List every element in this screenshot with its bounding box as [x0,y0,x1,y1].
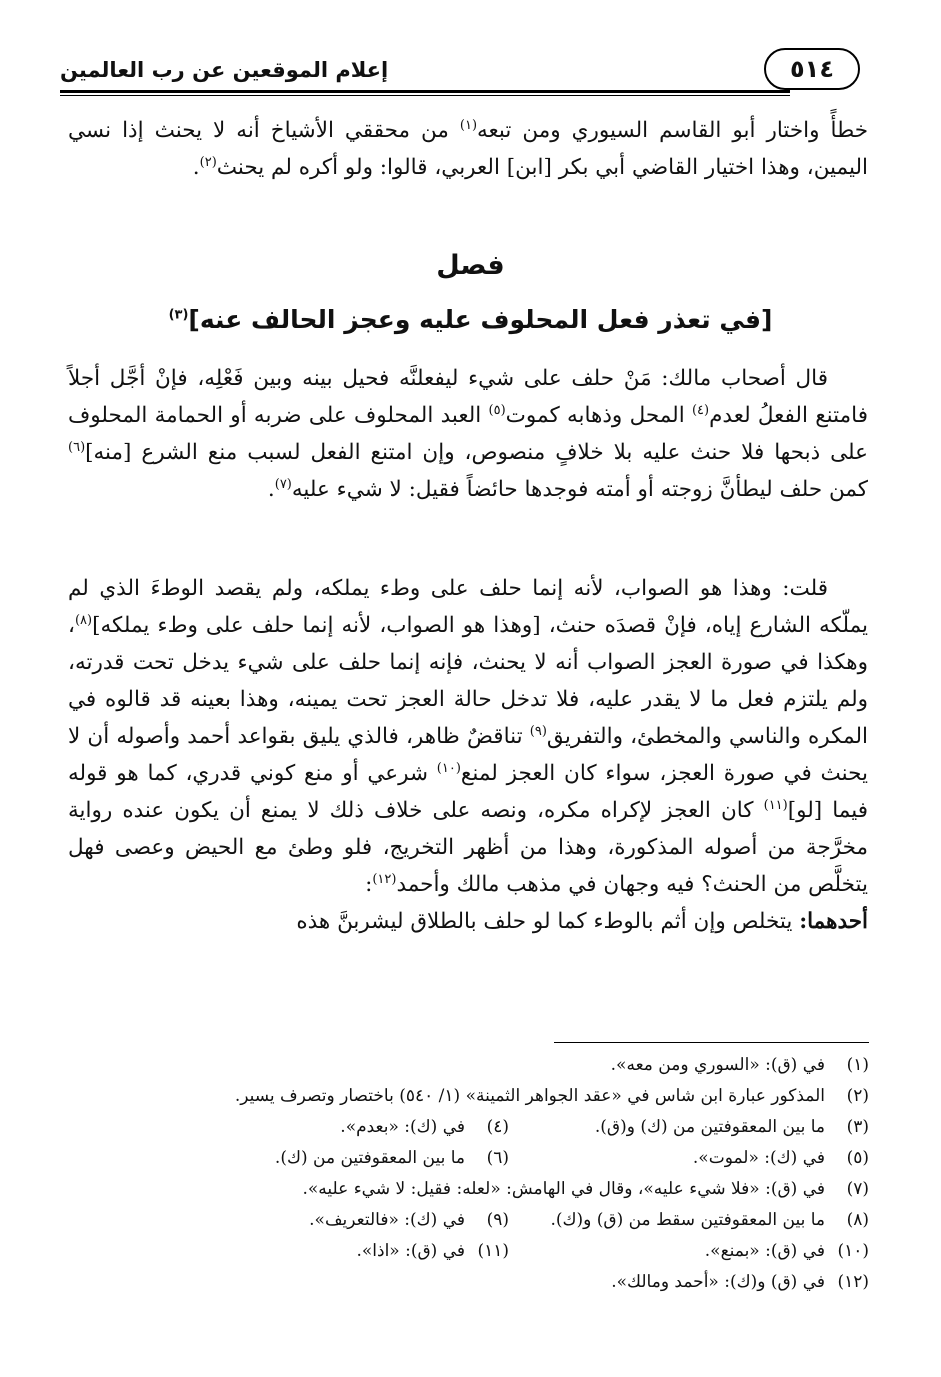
footnote-row [69,1174,869,1205]
footnote-number: (١) [846,1055,869,1075]
footnote-ref: (٥) [488,402,506,418]
footnote-cell [509,1112,869,1143]
section-subtitle [0,305,941,334]
section-subtitle-text: [في تعذر فعل المحلوف عليه وعجز الحالف عنه] [188,305,773,334]
paragraph-text: : [365,872,373,897]
footnote-cell [340,1112,509,1143]
footnote-text: في (ك): «فالتعريف». [309,1210,465,1230]
footnote-row [69,1205,869,1236]
header-rule-thin [60,95,790,96]
footnote-cell [509,1236,869,1267]
paragraph-3 [68,570,868,940]
footnote-ref: (٢) [199,154,217,170]
footnote-ref: (٧) [274,476,292,492]
footnote-ref: (٣) [168,307,189,323]
footnote-row [69,1236,869,1267]
page-number: ٥١٤ [764,48,860,90]
footnote-text: في (ق): «فلا شيء عليه»، وقال في الهامش: «لعله: فقيل: لا شيء عليه». [302,1179,825,1199]
paragraph-text: تناقضٌ ظاهر، فالذي يليق بقواعد أحمد وأصوله أن لا يحنث في صورة العجز، سواء كان العجز لمنع [68,724,868,786]
paragraph-text: العبد المحلوف على ضربه أو الحمامة المحلوف على ذبحها فلا حنث عليه بلا خلافٍ منصوص، وإن امتنع الفعل لسبب منع الشرع [منه] [68,403,868,465]
page-header [60,30,870,100]
lead-word: أحدهما: [799,909,868,934]
footnote-ref: (١٢) [372,871,397,887]
paragraph-text: . [267,477,275,502]
footnote-ref: (١١) [763,797,788,813]
footnote-row [69,1143,869,1174]
paragraph-2 [68,360,868,508]
paragraph-text: شرعي أو منع كوني قدري، كما هو قوله فيما [لو] [68,761,868,823]
footnote-cell [309,1205,509,1236]
footnotes [69,1050,869,1298]
footnote-cell [356,1236,509,1267]
footnote-number: (١١) [477,1241,509,1261]
footnote-cell [275,1143,509,1174]
footnote-number: (٧) [846,1179,869,1199]
header-rule [60,90,790,93]
footnote-cell [509,1205,869,1236]
footnote-ref: (٩) [529,723,547,739]
footnote-ref: (١) [459,117,478,133]
footnote-number: (٩) [486,1210,509,1230]
paragraph-1 [68,112,868,186]
footnote-ref: (٦) [68,439,86,455]
paragraph-text: خطأً واختار أبو القاسم السيوري ومن تبعه [477,118,868,143]
footnote-text: في (ق) و(ك): «أحمد ومالك». [611,1272,825,1292]
footnote-text: ما بين المعقوفتين من (ك). [274,1148,465,1168]
book-title: إعلام الموقعين عن رب العالمين [60,58,389,82]
footnote-row [69,1267,869,1298]
footnote-number: (٨) [846,1210,869,1230]
footnote-text: في (ك): «لموت». [692,1148,825,1168]
footnote-number: (٥) [846,1148,869,1168]
footnote-number: (٣) [846,1117,869,1137]
footnote-row [69,1081,869,1112]
footnote-text: ما بين المعقوفتين من (ك) و(ق). [594,1117,825,1137]
paragraph-text: ، وهكذا في صورة العجز الصواب أنه لا يحنث، فإنه إنما حلف على شيء يدخل تحت قدرته، ولم يلتزم فعل ما لا يقدر عليه، فلا تدخل حالة العجز تحت يمينه، وهذا بعينه قد قالوه في المكره والناسي والمخطئ، والتفريق [68,613,868,749]
footnote-ref: (١٠) [436,760,461,776]
paragraph-text: المحل وذهابه كموت [505,403,692,428]
footnote-text: في (ق): «اذا». [356,1241,465,1261]
section-title: فصل [436,250,505,281]
footnote-text: في (ق): «بمنع». [704,1241,825,1261]
footnote-number: (١٠) [837,1241,869,1261]
footnote-number: (٢) [846,1086,869,1106]
footnote-text: المذكور عبارة ابن شاس في «عقد الجواهر الثمينة» (١/ ٥٤٠) باختصار وتصرف يسير. [234,1086,825,1106]
footnote-text: ما بين المعقوفتين سقط من (ق) و(ك). [550,1210,825,1230]
footnote-row [69,1050,869,1081]
footnote-row [69,1112,869,1143]
paragraph-text: كمن حلف ليطأنَّ زوجته أو أمته فوجدها حائضاً فقيل: لا شيء عليه [291,477,868,502]
footnote-number: (٤) [486,1117,509,1137]
paragraph-text: قال أصحاب مالك: مَنْ حلف على شيء ليفعلنَّه فحيل بينه وبين فَعْلِه، فإنْ أجَّل أجلاً فامتنع الفعلُ لعدم [68,366,868,428]
paragraph-text: يتخلص وإن أثم بالوطء كما لو حلف بالطلاق ليشربنَّ هذه [296,909,800,934]
footnote-text: في (ك): «بعدم». [340,1117,465,1137]
footnote-number: (٦) [486,1148,509,1168]
paragraph-text: كان العجز لإكراه مكره، ونصه على خلاف ذلك لا يمنع أن يكون عنده رواية مخرَّجة من أصوله المذكورة، وهذا من أظهر التخريج، فلو وطئ مع الحيض وعصى فهل يتخلَّص من الحنث؟ فيه وجهان في مذهب مالك وأحمد [68,798,868,897]
footnote-ref: (٤) [691,402,710,418]
paragraph-text: قلت: وهذا هو الصواب، لأنه إنما حلف على وطء يملكه، ولم يقصد الوطءَ الذي لم يملّكه الشارع إياه، فإنْ قصدَه حنث، [وهذا هو الصواب، لأنه إنما حلف على وطء يملكه] [68,576,868,638]
paragraph-text: من محققي الأشياخ أنه لا يحنث إذا نسي اليمين، وهذا اختيار القاضي أبي بكر [ابن] العربي، قالوا: ولو أكره لم يحنث [68,118,868,180]
footnote-cell [509,1143,869,1174]
footnote-separator [554,1042,869,1043]
footnote-number: (١٢) [837,1272,869,1292]
footnote-text: في (ق): «السوري ومن معه». [610,1055,825,1075]
paragraph-text: . [192,155,200,180]
footnote-ref: (٨) [74,612,93,628]
